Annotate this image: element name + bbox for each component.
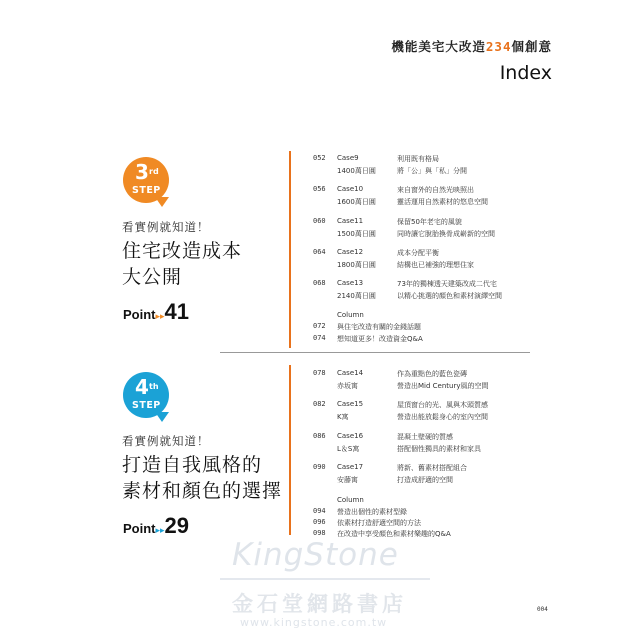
entry-page: 068 (313, 279, 326, 287)
entry-cost: 1400萬日圓 (337, 167, 376, 175)
step4-badge-tail (155, 412, 169, 422)
entry-cost: 1800萬日圓 (337, 261, 376, 269)
entry-case: Case11 (337, 217, 364, 225)
entry-page: 056 (313, 185, 326, 193)
entry-desc-line1: 73年的獨棟透天建築改成二代宅 (397, 280, 497, 288)
entry-cost: 2140萬日圓 (337, 292, 376, 300)
step4-badge-step: STEP (132, 400, 161, 411)
entry-case: Case16 (337, 432, 364, 440)
entry-cost: 安藤寓 (337, 476, 358, 484)
step3-badge-number: 3 (135, 160, 149, 184)
entry-desc-line2: 同時讓它脫胎換骨成嶄新的空間 (397, 230, 495, 238)
entry-cost: L＆S寓 (337, 445, 360, 453)
entry-page: 060 (313, 217, 326, 225)
book-title (391, 37, 552, 55)
step3-badge-tail (155, 197, 169, 207)
step4-orange-bar (289, 365, 291, 535)
step3-heading-line2: 大公開 (122, 266, 183, 288)
watermark-url: www.kingstone.com.tw (240, 616, 388, 629)
step3-point-arrow-icon: ▸▸ (155, 312, 165, 322)
column-page: 094 (313, 507, 326, 515)
index-title: Index (499, 62, 552, 84)
entry-desc-line1: 保留50年老宅的風貌 (397, 218, 462, 226)
entry-page: 078 (313, 369, 326, 377)
book-title-number: 234 (485, 39, 512, 54)
section-divider (220, 352, 530, 353)
entry-cost: 赤坂寓 (337, 382, 358, 390)
entry-desc-line2: 營造出能放鬆身心的室內空間 (397, 413, 488, 421)
step4-column-label: Column (337, 496, 364, 504)
step4-point (123, 513, 189, 539)
column-page: 074 (313, 334, 326, 342)
watermark-brand: KingStone (232, 537, 399, 573)
watermark-chinese: 金石堂網路書店 (232, 591, 407, 616)
step4-point-arrow-icon: ▸▸ (155, 526, 165, 536)
step4-heading-line1: 打造自我風格的 (122, 454, 263, 476)
entry-desc-line1: 將新、舊素材搭配組合 (397, 464, 467, 472)
entry-page: 086 (313, 432, 326, 440)
step4-point-number: 29 (164, 513, 190, 538)
entry-desc-line2: 將「公」與「私」分開 (397, 167, 467, 175)
entry-cost: 1500萬日圓 (337, 230, 376, 238)
column-text: 想知道更多！改造資金Q&A (337, 335, 423, 343)
step4-cue: 看實例就知道！ (122, 434, 210, 448)
entry-cost: K寓 (337, 413, 349, 421)
entry-desc-line2: 打造成舒適的空間 (397, 476, 453, 484)
entry-desc-line1: 混凝土壁硬的質感 (397, 433, 453, 441)
step3-heading-line1: 住宅改造成本 (122, 240, 243, 262)
entry-desc-line1: 屋頂窗台的光、風與木頭質感 (397, 401, 488, 409)
step3-point-label: Point (123, 307, 156, 322)
column-text: 在改造中享受顏色和素材樂趣的Q&A (337, 530, 451, 538)
step3-badge (123, 157, 169, 203)
entry-desc-line1: 利用既有格局 (397, 155, 439, 163)
entry-case: Case9 (337, 154, 359, 162)
column-page: 096 (313, 518, 326, 526)
entry-page: 052 (313, 154, 326, 162)
watermark-divider (220, 578, 430, 580)
page-number: 004 (537, 606, 548, 613)
entry-case: Case10 (337, 185, 364, 193)
step3-badge-step: STEP (132, 185, 161, 196)
entry-cost: 1600萬日圓 (337, 198, 376, 206)
entry-desc-line2: 以精心挑選的顏色和素材演繹空間 (397, 292, 502, 300)
column-page: 098 (313, 529, 326, 537)
entry-desc-line1: 成本分配平衡 (397, 249, 439, 257)
step3-column-label: Column (337, 311, 364, 319)
entry-case: Case15 (337, 400, 364, 408)
entry-desc-line2: 結構也已補強的理想住家 (397, 261, 474, 269)
step4-point-label: Point (123, 521, 156, 536)
column-text: 營造出個性的素材型錄 (337, 508, 407, 516)
entry-page: 082 (313, 400, 326, 408)
step3-cue: 看實例就知道！ (122, 220, 210, 234)
column-page: 072 (313, 322, 326, 330)
entry-case: Case13 (337, 279, 364, 287)
book-title-prefix: 機能美宅大改造 (391, 39, 486, 54)
entry-case: Case17 (337, 463, 364, 471)
entry-case: Case12 (337, 248, 364, 256)
step3-point (123, 299, 189, 325)
book-title-suffix: 個創意 (511, 39, 552, 54)
step4-badge (123, 372, 169, 418)
entry-desc-line2: 靈活運用自然素材的悠息空間 (397, 198, 488, 206)
step4-heading-line2: 素材和顏色的選擇 (122, 480, 283, 502)
step3-point-number: 41 (164, 299, 190, 324)
entry-desc-line2: 搭配個性獨具的素材和家具 (397, 445, 481, 453)
entry-page: 064 (313, 248, 326, 256)
step3-badge-suffix: rd (149, 167, 159, 176)
entry-page: 090 (313, 463, 326, 471)
step3-orange-bar (289, 151, 291, 348)
entry-desc-line1: 來自窗外的自然光映照出 (397, 186, 474, 194)
step4-badge-number: 4 (135, 375, 149, 399)
column-text: 依素材打造舒適空間的方法 (337, 519, 421, 527)
column-text: 與住宅改造有關的金錢話題 (337, 323, 421, 331)
entry-desc-line2: 營造出Mid Century風的空間 (397, 382, 489, 390)
entry-case: Case14 (337, 369, 364, 377)
entry-desc-line1: 作為重點色的藍色瓷磚 (397, 370, 467, 378)
step4-badge-suffix: th (149, 382, 159, 391)
